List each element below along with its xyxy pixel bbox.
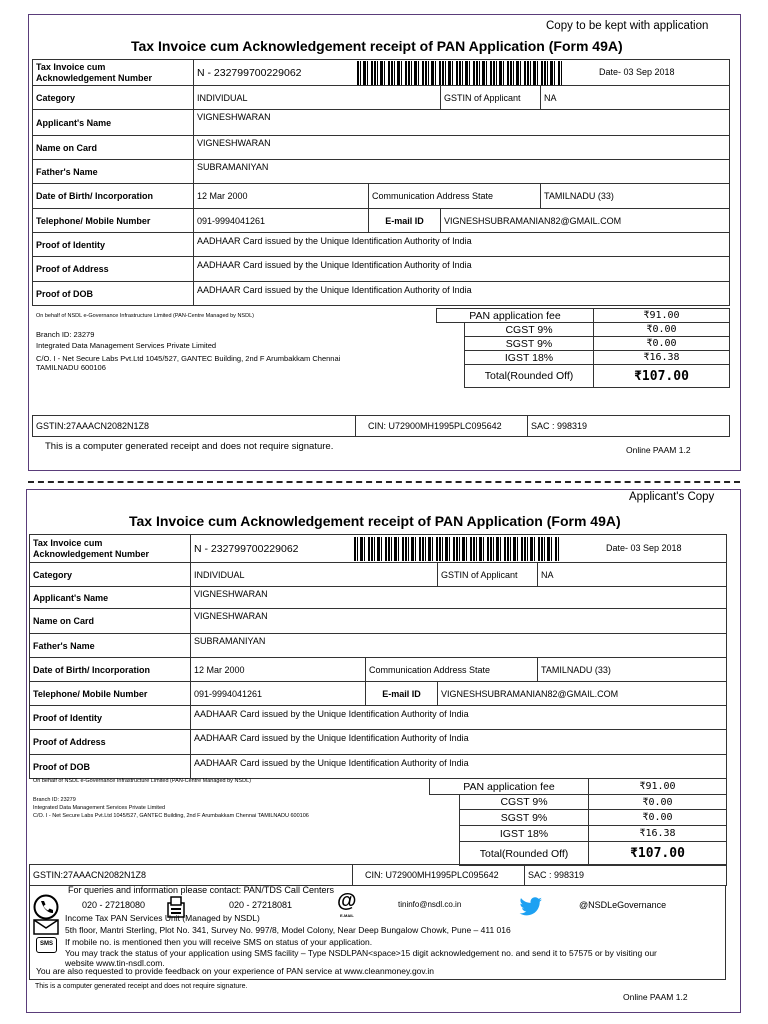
poa-value: AADHAAR Card issued by the Unique Identification Authority of India [194, 257, 730, 282]
podob-value: AADHAAR Card issued by the Unique Identification Authority of India [194, 282, 730, 306]
father-name-label: Father's Name [33, 160, 194, 184]
behalf-text: On behalf of NSDL e-Governance Infrastructure Limited (PAN-Centre Managed by NSDL) [33, 778, 251, 784]
total-value: ₹107.00 [594, 365, 730, 388]
sgst-value: ₹0.00 [594, 337, 730, 351]
gstin-applicant-value: NA [538, 563, 727, 587]
footer-note: This is a computer generated receipt and does not require signature. [35, 983, 248, 990]
mail-envelope-icon [33, 919, 59, 935]
father-name-label: Father's Name [30, 634, 191, 658]
poa-label: Proof of Address [30, 730, 191, 755]
unit-address: 5th floor, Mantri Sterling, Plot No. 341, Survey No. 997/8, Model Colony, Near Deep Bungalow Chowk, Pune – 411 016 [65, 925, 511, 935]
ack-number-label: Tax Invoice cum Acknowledgement Number [33, 60, 194, 86]
fee-value: ₹91.00 [594, 309, 730, 323]
receipt-title: Tax Invoice cum Acknowledgement receipt of PAN Application (Form 49A) [131, 38, 623, 54]
receipt-date: Date- 03 Sep 2018 [606, 543, 682, 553]
applicant-name-label: Applicant's Name [33, 110, 194, 136]
sac: SAC : 998319 [528, 416, 730, 437]
category-value: INDIVIDUAL [194, 86, 441, 110]
ack-number-label: Tax Invoice cum Acknowledgement Number [30, 535, 191, 563]
receipt-title: Tax Invoice cum Acknowledgement receipt of PAN Application (Form 49A) [129, 513, 621, 529]
igst-value: ₹16.38 [589, 826, 727, 842]
unit-name: Income Tax PAN Services Unit (Managed by NSDL) [65, 913, 260, 923]
dob-value: 12 Mar 2000 [191, 658, 366, 682]
cgst-value: ₹0.00 [589, 795, 727, 810]
copy-label: Copy to be kept with application [546, 20, 709, 32]
footer-note: This is a computer generated receipt and does not require signature. [45, 441, 334, 452]
applicant-name-value: VIGNESHWARAN [191, 587, 727, 609]
dob-label: Date of Birth/ Incorporation [33, 184, 194, 209]
queries-text: For queries and information please contact: PAN/TDS Call Centers [68, 885, 334, 895]
sms-text-2: You may track the status of your application using SMS facility – Type NSDLPAN<space>15 digit acknowledgement no. and send it to 57575 or by visiting our [65, 948, 657, 958]
barcode [357, 61, 562, 85]
poi-label: Proof of Identity [33, 233, 194, 257]
email-value: VIGNESHSUBRAMANIAN82@GMAIL.COM [438, 682, 727, 706]
sms-icon: SMS [36, 937, 57, 953]
father-name-value: SUBRAMANIYAN [194, 160, 730, 184]
phone-value: 091-9994041261 [191, 682, 366, 706]
poi-value: AADHAAR Card issued by the Unique Identification Authority of India [194, 233, 730, 257]
cgst-value: ₹0.00 [594, 323, 730, 337]
name-on-card-label: Name on Card [30, 609, 191, 634]
name-on-card-value: VIGNESHWARAN [191, 609, 727, 634]
phone-number: 020 - 27218080 [82, 900, 146, 910]
sac: SAC : 998319 [525, 865, 727, 886]
gstin-applicant-label: GSTIN of Applicant [438, 563, 538, 587]
category-label: Category [30, 563, 191, 587]
sms-text-3: website www.tin-nsdl.com. [65, 958, 165, 968]
igst-label: IGST 18% [460, 826, 589, 842]
igst-label: IGST 18% [465, 351, 594, 365]
father-name-value: SUBRAMANIYAN [191, 634, 727, 658]
sgst-label: SGST 9% [460, 810, 589, 826]
poa-label: Proof of Address [33, 257, 194, 282]
fees-table [436, 308, 730, 388]
email-label: E-mail ID [366, 682, 438, 706]
gstin-row [32, 415, 730, 437]
branch-address-1: C/O. I - Net Secure Labs Pvt.Ltd 1045/527, GANTEC Building, 2nd F Arumbakkam Chennai [36, 354, 341, 363]
igst-value: ₹16.38 [594, 351, 730, 365]
fees-table [429, 778, 727, 866]
fee-label: PAN application fee [437, 309, 594, 323]
podob-label: Proof of DOB [33, 282, 194, 306]
email-at-icon: @ [337, 890, 357, 912]
comm-state-value: TAMILNADU (33) [541, 184, 730, 209]
sgst-value: ₹0.00 [589, 810, 727, 826]
poa-value: AADHAAR Card issued by the Unique Identification Authority of India [191, 730, 727, 755]
podob-value: AADHAAR Card issued by the Unique Identification Authority of India [191, 755, 727, 779]
poi-label: Proof of Identity [30, 706, 191, 730]
podob-label: Proof of DOB [30, 755, 191, 779]
dob-label: Date of Birth/ Incorporation [30, 658, 191, 682]
poi-value: AADHAAR Card issued by the Unique Identification Authority of India [191, 706, 727, 730]
email-value: VIGNESHSUBRAMANIAN82@GMAIL.COM [441, 209, 730, 233]
version-label: Online PAAM 1.2 [626, 445, 691, 455]
cin: CIN: U72900MH1995PLC095642 [356, 416, 528, 437]
branch-address-2: TAMILNADU 600106 [36, 363, 106, 372]
gstin: GSTIN:27AAACN2082N1Z8 [33, 416, 356, 437]
email-label: E-mail ID [369, 209, 441, 233]
twitter-icon [519, 897, 543, 917]
comm-state-value: TAMILNADU (33) [538, 658, 727, 682]
comm-state-label: Communication Address State [369, 184, 541, 209]
branch-id: Branch ID: 23279 [36, 330, 95, 339]
branch-name: Integrated Data Management Services Private Limited [36, 341, 217, 350]
receipt-date: Date- 03 Sep 2018 [599, 67, 675, 77]
ack-number: N - 232799700229062 [197, 66, 302, 79]
feedback-text: You are also requested to provide feedback on your experience of PAN service at www.cleanmoney.gov.in [36, 966, 434, 976]
barcode [354, 537, 559, 561]
fee-value: ₹91.00 [589, 779, 727, 795]
branch-address: C/O. I - Net Secure Labs Pvt.Ltd 1045/527, GANTEC Building, 2nd F Arumbakkam Chennai TAMILNADU 600106 [33, 813, 309, 819]
applicant-details-table [29, 534, 727, 779]
applicant-name-value: VIGNESHWARAN [194, 110, 730, 136]
applicant-name-label: Applicant's Name [30, 587, 191, 609]
phone-label: Telephone/ Mobile Number [33, 209, 194, 233]
cgst-label: CGST 9% [465, 323, 594, 337]
total-value: ₹107.00 [589, 842, 727, 866]
category-label: Category [33, 86, 194, 110]
cin: CIN: U72900MH1995PLC095642 [353, 865, 525, 886]
fax-number: 020 - 27218081 [229, 900, 293, 910]
version-label: Online PAAM 1.2 [623, 992, 688, 1002]
cut-line [28, 481, 740, 483]
copy-label: Applicant's Copy [629, 491, 715, 503]
email-icon-label: E-MAIL [340, 913, 354, 918]
sgst-label: SGST 9% [465, 337, 594, 351]
sms-text-1: If mobile no. is mentioned then you will receive SMS on status of your application. [65, 937, 373, 947]
behalf-text: On behalf of NSDL e-Governance Infrastructure Limited (PAN-Centre Managed by NSDL) [36, 313, 254, 319]
dob-value: 12 Mar 2000 [194, 184, 369, 209]
name-on-card-value: VIGNESHWARAN [194, 136, 730, 160]
phone-label: Telephone/ Mobile Number [30, 682, 191, 706]
phone-icon [33, 894, 59, 920]
branch-id: Branch ID: 23279 [33, 797, 76, 803]
name-on-card-label: Name on Card [33, 136, 194, 160]
category-value: INDIVIDUAL [191, 563, 438, 587]
applicant-details-table [32, 59, 730, 306]
gstin: GSTIN:27AAACN2082N1Z8 [30, 865, 353, 886]
gstin-applicant-value: NA [541, 86, 730, 110]
phone-value: 091-9994041261 [194, 209, 369, 233]
cgst-label: CGST 9% [460, 795, 589, 810]
total-label: Total(Rounded Off) [465, 365, 594, 388]
branch-name: Integrated Data Management Services Private Limited [33, 805, 166, 811]
ack-number: N - 232799700229062 [194, 542, 299, 555]
fee-label: PAN application fee [430, 779, 589, 795]
total-label: Total(Rounded Off) [460, 842, 589, 866]
contact-email: tininfo@nsdl.co.in [398, 900, 462, 909]
gstin-row [29, 864, 727, 886]
gstin-applicant-label: GSTIN of Applicant [441, 86, 541, 110]
comm-state-label: Communication Address State [366, 658, 538, 682]
twitter-handle: @NSDLeGovernance [579, 900, 667, 910]
